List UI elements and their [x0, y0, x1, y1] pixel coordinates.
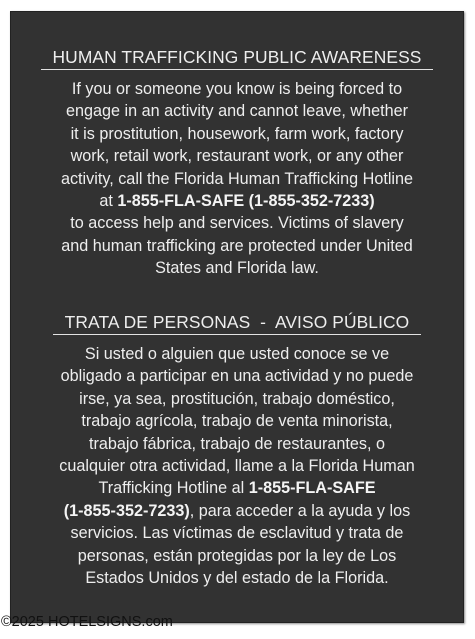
- spanish-hotline-suffix: , para acceder a la ayuda y los: [189, 501, 411, 520]
- english-heading-underline: [41, 69, 433, 70]
- spanish-line: Si usted o alguien que usted conoce se ve: [84, 345, 390, 363]
- spanish-hotline-number-line: [11, 500, 463, 522]
- spanish-line: obligado a participar en una actividad y no puede: [60, 367, 414, 386]
- english-hotline-prefix: at: [99, 192, 118, 211]
- english-line: States and Florida law.: [155, 259, 319, 278]
- english-line: it is prostitution, housework, farm work, factory: [70, 124, 404, 143]
- spanish-paragraph: [11, 343, 463, 589]
- english-hotline-number: 1-855-FLA-SAFE (1-855-352-7233): [117, 192, 375, 211]
- spanish-line: personas, están protegidas por la ley de Los: [77, 546, 397, 565]
- english-line: If you or someone you know is being forced to: [71, 80, 403, 98]
- spanish-hotline-name: 1-855-FLA-SAFE: [248, 479, 376, 498]
- awareness-sign: [10, 11, 464, 623]
- english-hotline-line: [11, 190, 463, 212]
- spanish-line: trabajo agrícola, trabajo de venta minorista,: [81, 412, 393, 431]
- spanish-line: cualquier otra actividad, llame a la Florida Human: [59, 457, 415, 476]
- spanish-hotline-line: [11, 477, 463, 499]
- spanish-heading-underline: [53, 334, 421, 335]
- english-line: to access help and services. Victims of slavery: [70, 214, 404, 233]
- spanish-line: servicios. Las víctimas de esclavitud y trata de: [70, 524, 404, 543]
- english-paragraph: [11, 78, 463, 280]
- spanish-line: trabajo fábrica, trabajo de restaurantes, o: [88, 434, 386, 453]
- spanish-hotline-number: (1-855-352-7233): [63, 501, 190, 520]
- spanish-line: Estados Unidos y del estado de la Florida.: [85, 569, 389, 588]
- copyright-notice: ©2025 HOTELSIGNS.com: [1, 614, 173, 630]
- spanish-hotline-prefix: Trafficking Hotline al: [98, 479, 249, 498]
- english-line: activity, call the Florida Human Trafficking Hotline: [60, 169, 414, 188]
- spanish-heading: TRATA DE PERSONAS - AVISO PÚBLICO: [64, 312, 410, 332]
- english-heading: HUMAN TRAFFICKING PUBLIC AWARENESS: [52, 47, 422, 67]
- spanish-line: irse, ya sea, prostitución, trabajo doméstico,: [79, 389, 395, 408]
- english-line: work, retail work, restaurant work, or any other: [70, 147, 404, 166]
- english-line: engage in an activity and cannot leave, whether: [66, 102, 408, 121]
- english-line: and human trafficking are protected under United: [61, 236, 413, 255]
